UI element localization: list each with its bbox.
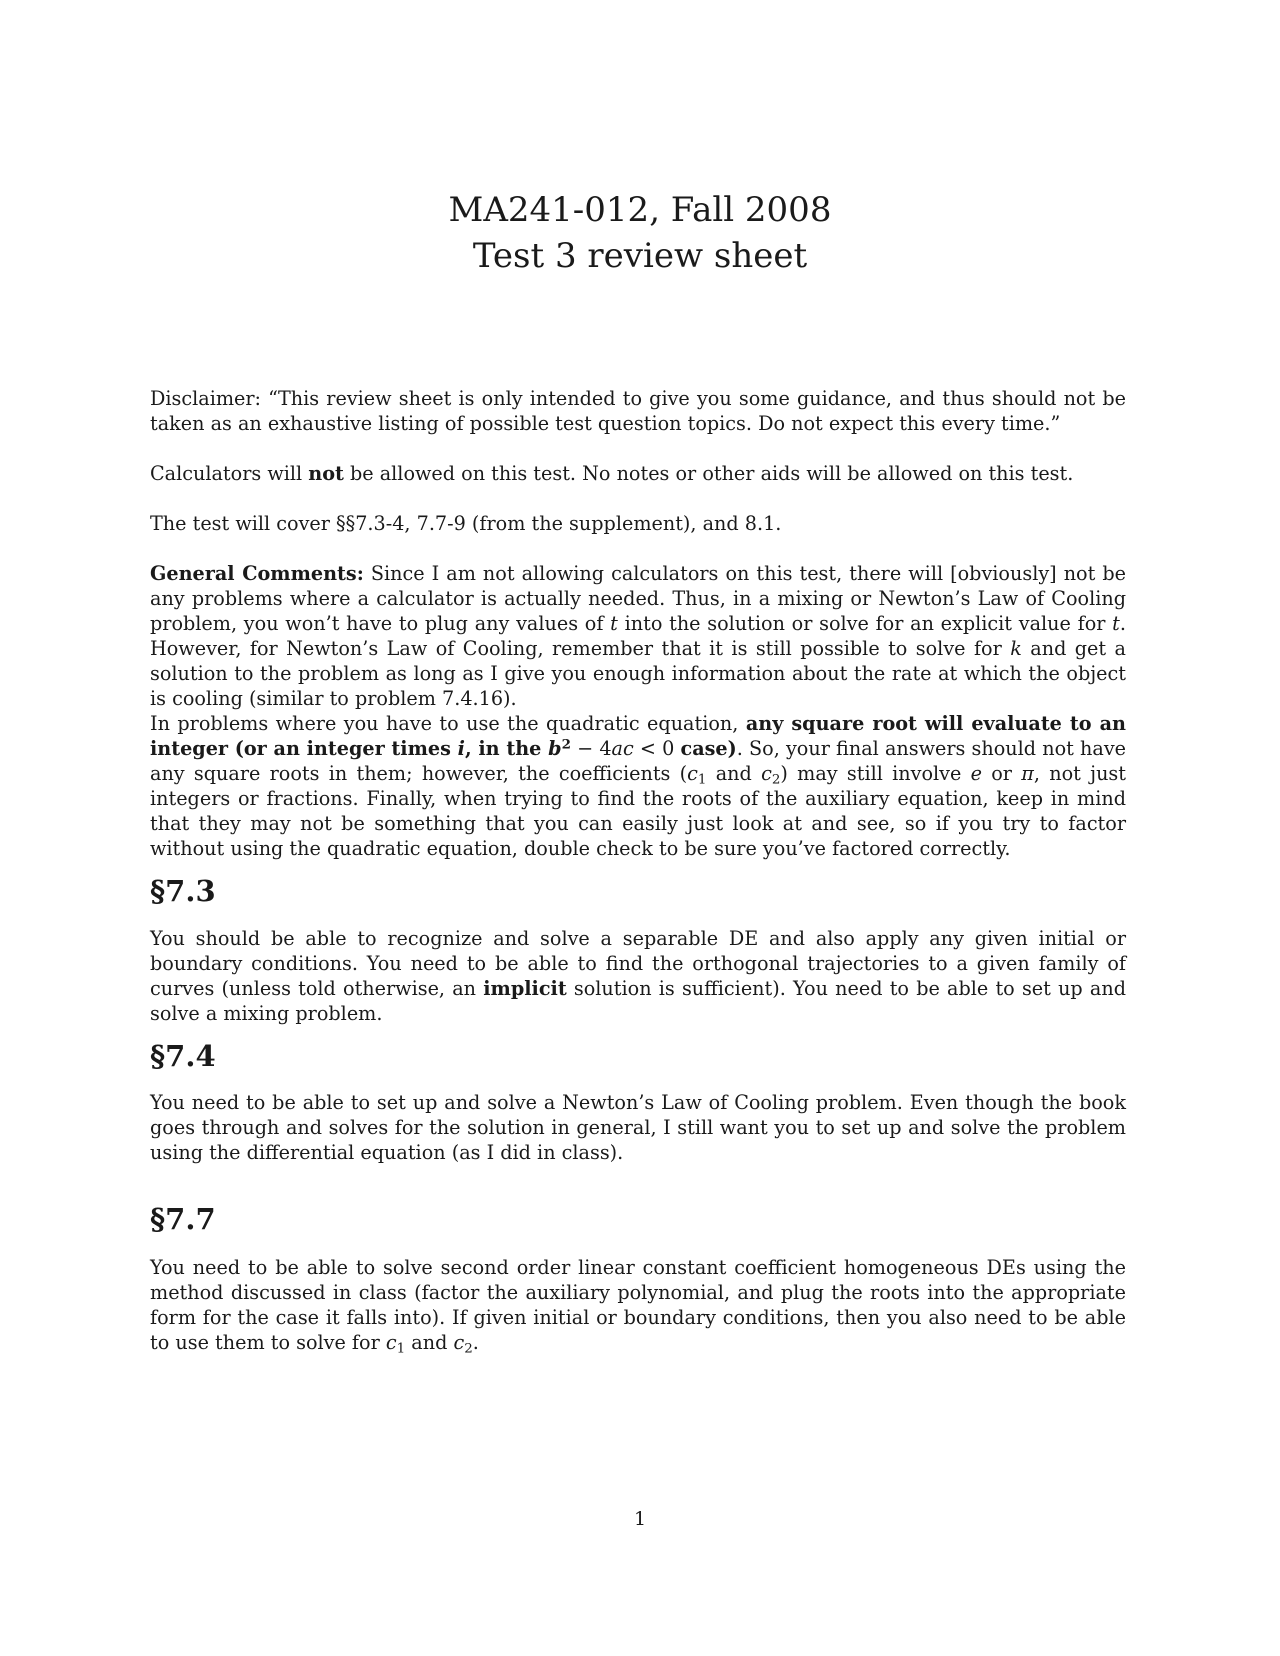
section-7-4-paragraph: You need to be able to set up and solve a Newton’s Law of Cooling problem. Even though the book goes through and solves for the solution in general, I still want you to set up and solve the problem using the differential equation (as I did in class).	[150, 1091, 1126, 1164]
emphasis-not: not	[308, 462, 344, 485]
page-number: 1	[633, 1508, 647, 1530]
section-7-7-paragraph: You need to be able to solve second order linear constant coefficient homogeneous DEs using the method discussed in class (factor the auxiliary polynomial, and plug the roots into the appropriate form for the case it falls into). If given initial or boundary conditions, then you also need to be able to use them to solve for $c_1$ and $c_2$.	[150, 1256, 1126, 1357]
section-heading-7-3: §7.3	[150, 874, 216, 908]
section-7-3-paragraph: You should be able to recognize and solve a separable DE and also apply any given initial or boundary conditions. You need to be able to find the orthogonal trajectories to a given family of curves (unless told otherwise, an implicit solution is sufficient). You need to be able to set up and solve a mixing problem.	[150, 927, 1127, 1025]
section-heading-7-4: §7.4	[150, 1039, 216, 1073]
general-comments-label: General Comments:	[150, 562, 364, 585]
general-comments-paragraph: General Comments: Since I am not allowing calculators on this test, there will [obviously] not be any problems where a calculator is actually needed. Thus, in a mixing or Newton’s Law of Cooling problem, you won’t have to plug any values of t into the solution or solve for an explicit value for t. However, for Newton’s Law of Cooling, remember that it is still possible to solve for k and get a solution to the problem as long as I give you enough information about the rate at which the object is cooling (similar to problem 7.4.16). In problems where you have to use the quadratic equation, any square root will evaluate to an integer (or an integer times i, in the $b^2 - 4ac < 0$ case). So, your final answers should not have any square roots in them; however, the coefficients ($c_1$ and $c_2$) may still involve e or π, not just integers or fractions. Finally, when trying to find the roots of the auxiliary equation, keep in mind that they may not be something that you can easily just look at and see, so if you try to factor without using the quadratic equation, double check to be sure you’ve factored correctly.	[150, 562, 1127, 860]
emphasis-implicit: implicit	[483, 977, 567, 1000]
coverage-paragraph: The test will cover §§7.3-4, 7.7-9 (from the supplement), and 8.1.	[150, 512, 782, 535]
course-title: MA241-012, Fall 2008	[448, 190, 832, 230]
section-heading-7-7: §7.7	[150, 1202, 216, 1236]
document-title: Test 3 review sheet	[472, 236, 808, 276]
disclaimer-paragraph: Disclaimer: “This review sheet is only intended to give you some guidance, and thus should not be taken as an exhaustive listing of possible test question topics. Do not expect this every time.”	[150, 387, 1126, 435]
square-root-note: any square root will evaluate to an integer (or an integer times i, in the $b^2 - 4ac < 0$ case)	[150, 712, 1126, 760]
calculator-policy-paragraph: Calculators will not be allowed on this test. No notes or other aids will be allowed on this test.	[150, 462, 1074, 485]
